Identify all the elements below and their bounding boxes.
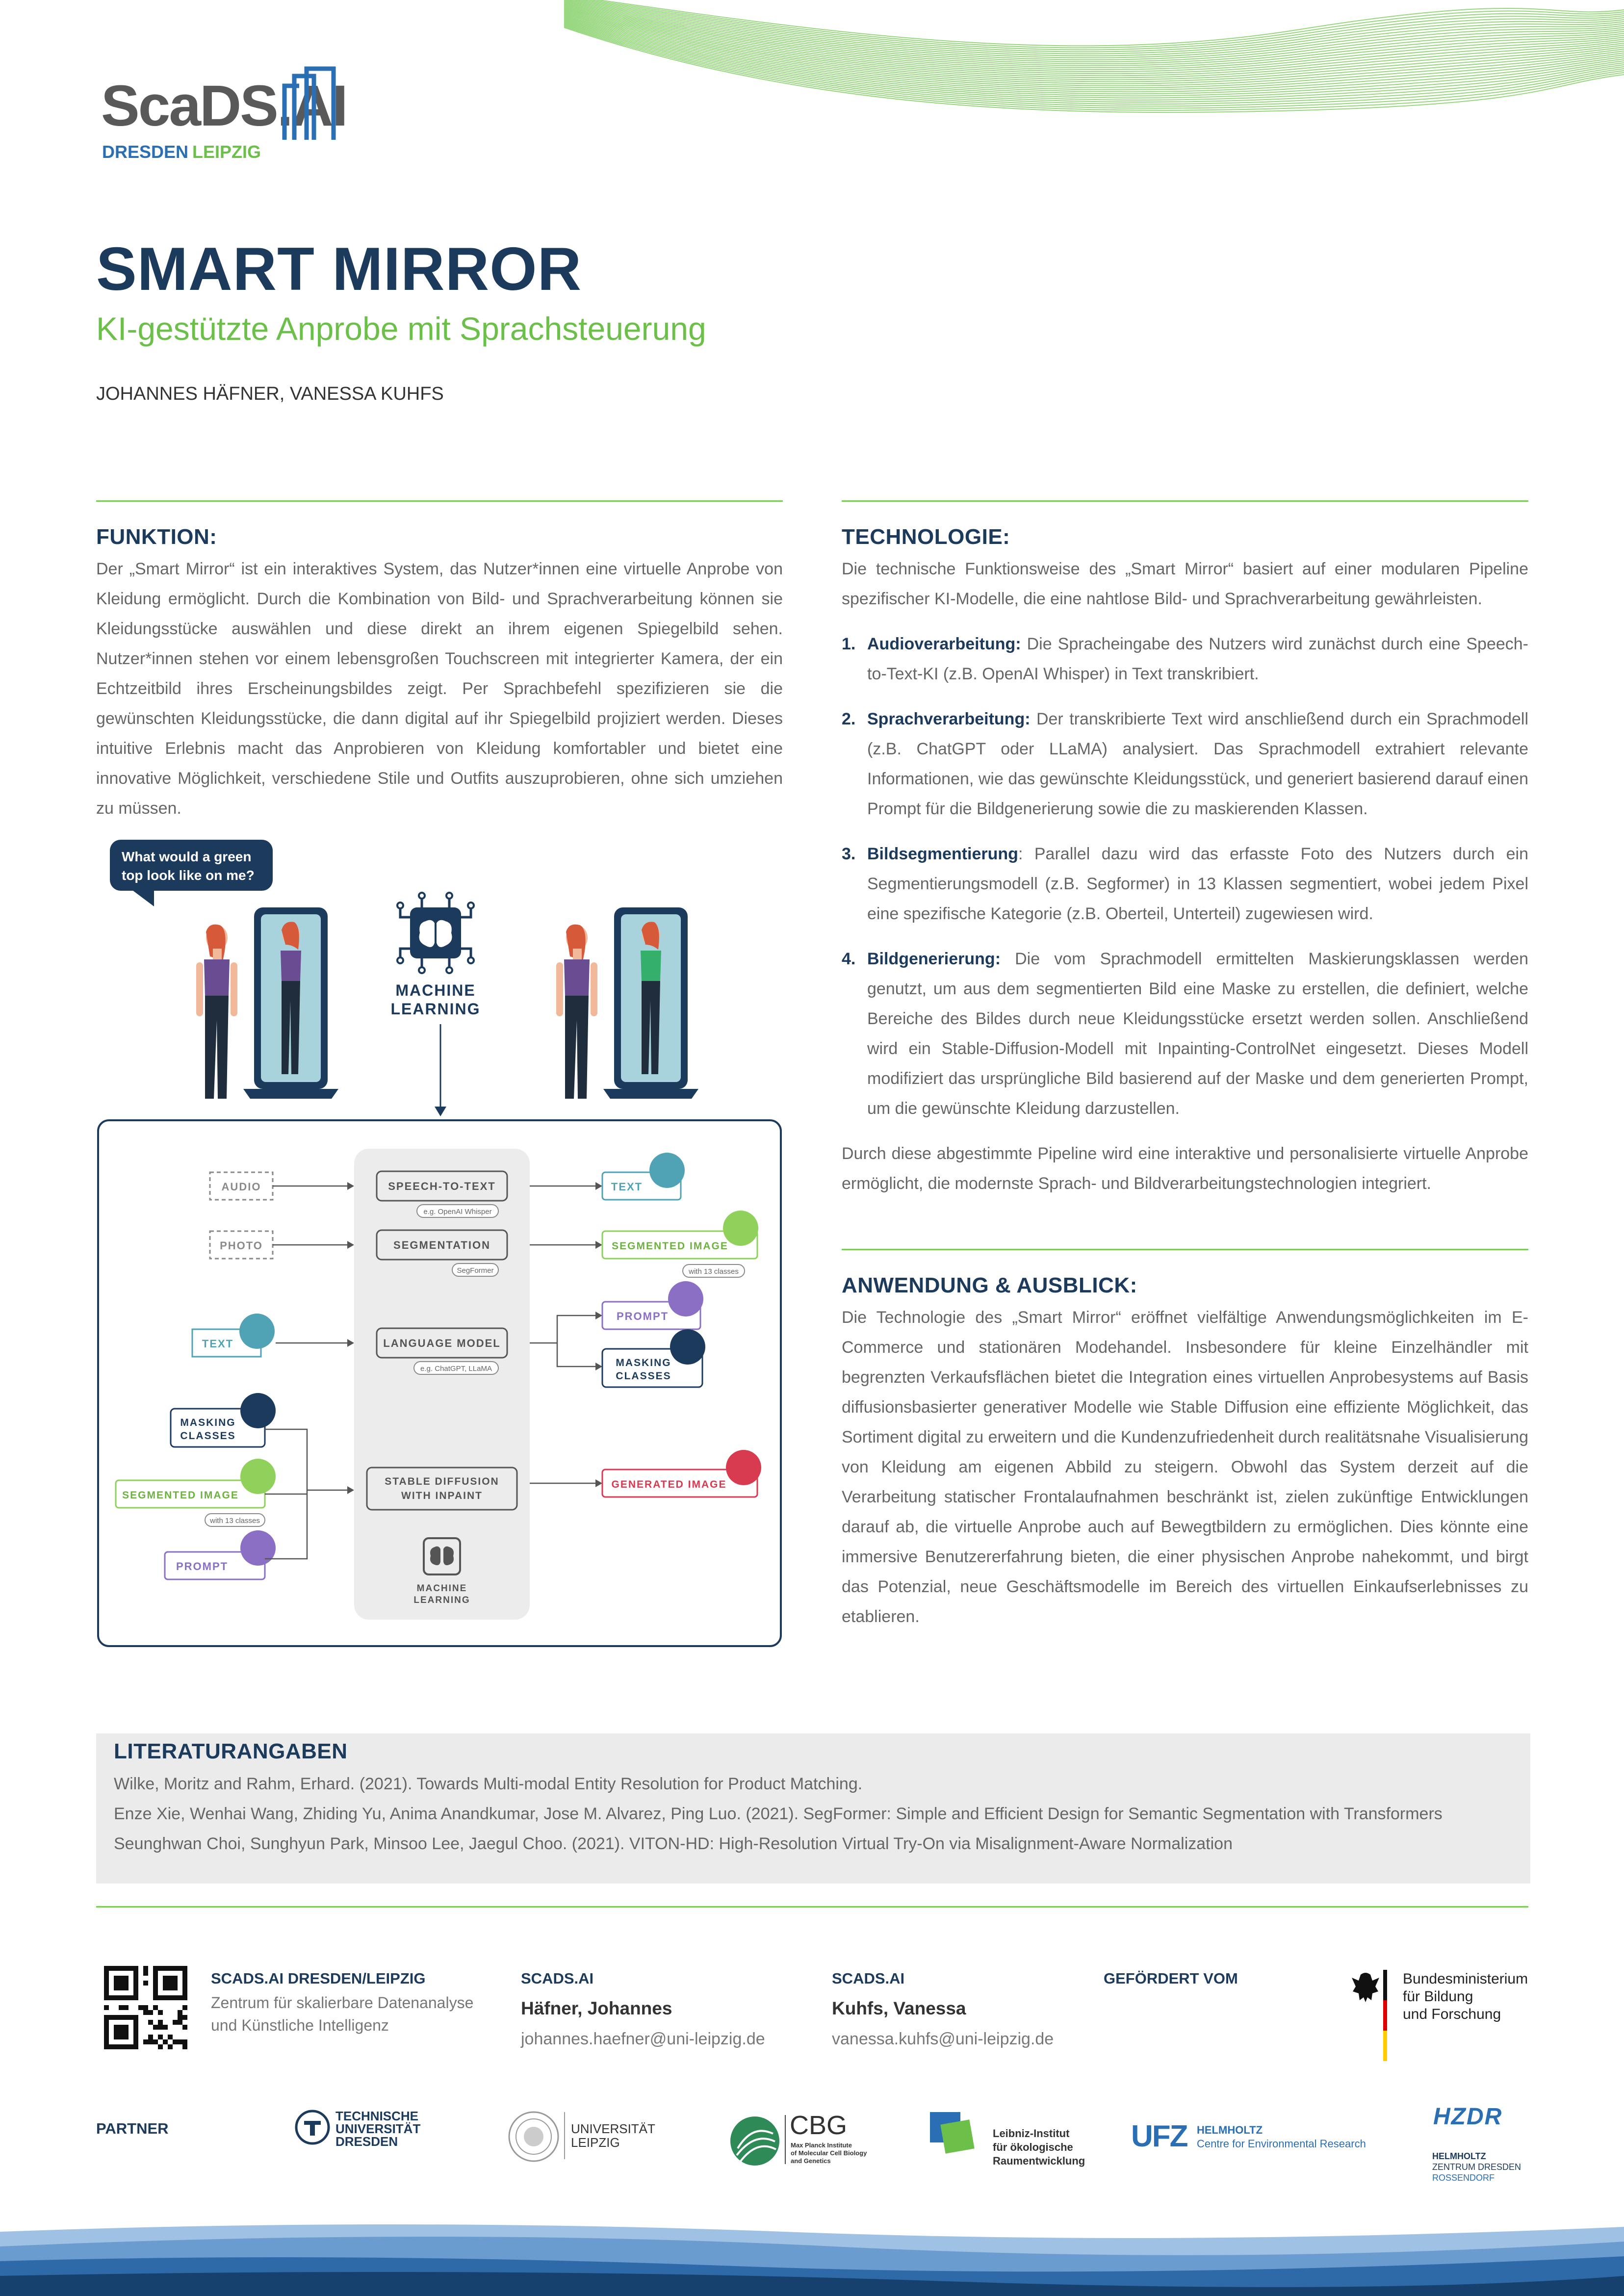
speech-bubble-line-1: What would a green [122, 849, 252, 864]
svg-text:MASKING: MASKING [180, 1417, 236, 1428]
funktion-text: Der „Smart Mirror“ ist ein interaktives System, das Nutzer*innen eine virtuelle Anprobe von Kleidung ermöglicht. Durch die Kombination von Bild- und Sprachverarbeitung können sie Kleidungsstücke auswählen und diese direkt an ihrem eigenen Spiegelbild sehen. Nutzer*innen stehen vor einem lebensgroßen Touchscreen mit integrierter Kamera, der ein Echtzeitbild ihres Erscheinungsbildes zeigt. Per Sprachbefehl spezifizieren sie die gewünschten Kleidungsstücke, die dann digital auf ihr Spiegelbild projiziert werden. Dieses intuitive Erlebnis macht das Anprobieren von Kleidung komfortabler und bietet eine innovative Möglichkeit, verschiedene Stile und Outfits auszuprobieren, ohne sich umziehen zu müssen. [96, 560, 783, 818]
anwendung-heading: ANWENDUNG & AUSBLICK: [842, 1273, 1137, 1297]
svg-text:PHOTO: PHOTO [220, 1239, 263, 1252]
cbg-divider [785, 2115, 786, 2164]
ioer-line-3: Raumentwicklung [993, 2155, 1085, 2167]
svg-text:e.g. OpenAI Whisper: e.g. OpenAI Whisper [423, 1208, 492, 1216]
literature-ref-1: Wilke, Moritz and Rahm, Erhard. (2021). Towards Multi-modal Entity Resolution for Product Matching. [114, 1775, 863, 1793]
org-heading: SCADS.AI DRESDEN/LEIPZIG [211, 1970, 426, 1987]
svg-text:SegFormer: SegFormer [457, 1266, 494, 1275]
input-audio [210, 1172, 273, 1200]
ufz-line-2: Centre for Environmental Research [1197, 2138, 1366, 2150]
logo-city-leipzig: LEIPZIG [192, 142, 261, 162]
mirror-left [243, 907, 338, 1099]
contact-2-name: Kuhfs, Vanessa [832, 1998, 966, 2018]
cbg-name: CBG [790, 2111, 848, 2140]
literature-ref-3: Seunghwan Choi, Sunghyun Park, Minsoo Lee, Jaegul Choo. (2021). VITON-HD: High-Resolution Virtual Try-On via Misalignment-Aware Normalization [114, 1834, 1233, 1853]
speech-bubble-line-2: top look like on me? [122, 868, 255, 883]
rule-footer [96, 1906, 1528, 1908]
anwendung-text: Die Technologie des „Smart Mirror“ eröffnet vielfältige Anwendungsmöglichkeiten im E-Commerce und stationären Modehandel. Insbesondere für kleine Einzelhändler mit begrenzten Verkaufsflächen bietet die Integration eines virtuellen Anprobesystems auf Basis diffusionsbasierter generativer Modelle wie Stable Diffusion eine effiziente Möglichkeit, das Sortiment digital zu erweitern und die Kundenzufriedenheit durch realitätsnahe Visualisierung von Kleidung am eigenen Abbild zu steigern. Obwohl das System derzeit auf die Verarbeitung statischer Frontalaufnahmen beschränkt ist, zielen zukünftige Entwicklungen darauf ab, die virtuelle Anprobe auch auf Bewegtbildern zu ermöglichen. Dies könnte eine immersive Benutzererfahrung bieten, die einer physischen Anprobe nahekommt, und birgt das Potenzial, neue Geschäftsmodelle im Bereich des virtuellen Einkaufserlebnisses zu etablieren. [842, 1308, 1528, 1626]
svg-text:MASKING: MASKING [616, 1357, 671, 1368]
ul-seal-icon [507, 2110, 560, 2163]
arrow-down-head [435, 1107, 446, 1116]
literature-ref-2: Enze Xie, Wenhai Wang, Zhiding Yu, Anima Anandkumar, Jose M. Alvarez, Ping Luo. (2021). SegFormer: Simple and Efficient Design for Semantic Segmentation with Transformers [114, 1805, 1443, 1823]
hzdr-line-3: ROSSENDORF [1432, 2173, 1495, 2183]
svg-text:CLASSES: CLASSES [180, 1430, 236, 1442]
svg-text:TEXT: TEXT [611, 1181, 643, 1193]
svg-text:AUDIO: AUDIO [221, 1181, 261, 1193]
contact-1-name: Häfner, Johannes [521, 1998, 672, 2018]
svg-text:with 13 classes: with 13 classes [210, 1517, 260, 1525]
svg-text:PROMPT: PROMPT [176, 1560, 229, 1573]
hzdr-logo: HZDR [1433, 2104, 1503, 2130]
tech-item-2: 2. Sprachverarbeitung: Der transkribierte Text wird anschließend durch ein Sprachmodell (z.B. ChatGPT oder LLaMA) analysiert. Das Sprachmodell extrahiert relevante Informationen, wie das gewünschte Kleidungsstück, und generiert basierend darauf einen Prompt für die Bildgenerierung sowie die zu maskierenden Klassen. [842, 710, 1528, 818]
page-title: SMART MIRROR [96, 235, 582, 303]
authors: JOHANNES HÄFNER, VANESSA KUHFS [96, 384, 444, 404]
ioer-line-1: Leibniz-Institut [993, 2127, 1070, 2140]
rule-left-top [96, 500, 783, 502]
svg-text:STABLE DIFFUSION: STABLE DIFFUSION [385, 1476, 499, 1487]
ufz-logo: UFZ [1131, 2119, 1187, 2153]
svg-text:SPEECH-TO-TEXT: SPEECH-TO-TEXT [388, 1180, 496, 1192]
bmbf-line-3: und Forschung [1403, 2006, 1501, 2022]
logo-city-dresden: DRESDEN [102, 142, 189, 162]
svg-text:CLASSES: CLASSES [616, 1370, 671, 1382]
technologie-intro: Die technische Funktionsweise des „Smart Mirror“ basiert auf einer modularen Pipeline spezifischer KI-Modelle, die eine nahtlose Bild- und Sprachverarbeitung gewährleisten. [842, 560, 1528, 608]
funded-heading: GEFÖRDERT VOM [1104, 1970, 1238, 1987]
svg-text:TEXT: TEXT [202, 1338, 234, 1350]
model-stable-diffusion [367, 1468, 517, 1510]
ul-line-2: LEIPZIG [571, 2135, 620, 2150]
org-line-2: und Künstliche Intelligenz [211, 2016, 389, 2034]
contact-1-heading: SCADS.AI [521, 1970, 594, 1987]
tud-line-3: DRESDEN [335, 2134, 398, 2149]
bmbf-line-1: Bundesministerium [1403, 1971, 1528, 1987]
tud-line-1: TECHNISCHE [335, 2109, 419, 2123]
logo-bars-icon [280, 66, 338, 140]
svg-text:GENERATED IMAGE: GENERATED IMAGE [611, 1479, 727, 1490]
contact-2-heading: SCADS.AI [832, 1970, 905, 1987]
ml-label-1: MACHINE [395, 981, 476, 999]
smart-mirror-illustration [96, 834, 783, 1118]
qr-code-icon [104, 1966, 187, 2049]
svg-text:MACHINE: MACHINE [416, 1583, 467, 1594]
technologie-outro: Durch diese abgestimmte Pipeline wird eine interaktive und personalisierte virtuelle Anprobe ermöglicht, die modernste Sprach- und Bildverarbeitungstechnologien integriert. [842, 1144, 1528, 1193]
ioer-line-2: für ökologische [993, 2141, 1073, 2153]
wave-line [564, 0, 1624, 46]
ioer-logo-icon [928, 2110, 982, 2159]
ufz-line-1: HELMHOLTZ [1197, 2124, 1263, 2136]
ul-line-1: UNIVERSITÄT [571, 2121, 655, 2136]
ul-divider [564, 2112, 565, 2159]
model-column [354, 1149, 530, 1620]
page-subtitle: KI-gestützte Anprobe mit Sprachsteuerung [96, 310, 706, 347]
pipeline-diagram [96, 1118, 783, 1648]
tud-line-2: UNIVERSITÄT [335, 2121, 421, 2136]
bmbf-line-2: für Bildung [1403, 1988, 1473, 2005]
contact-2-email[interactable]: vanessa.kuhfs@uni-leipzig.de [832, 2030, 1054, 2048]
svg-text:LANGUAGE MODEL: LANGUAGE MODEL [383, 1337, 501, 1349]
speech-bubble [110, 840, 273, 906]
svg-text:SEGMENTED IMAGE: SEGMENTED IMAGE [612, 1240, 728, 1252]
technologie-heading: TECHNOLOGIE: [842, 525, 1010, 549]
input-photo [210, 1231, 273, 1259]
svg-text:SEGMENTED IMAGE: SEGMENTED IMAGE [122, 1490, 239, 1501]
decorative-wave-lines [564, 0, 1624, 132]
bmbf-eagle-icon [1344, 1970, 1388, 2063]
tud-logo-icon [294, 2109, 331, 2145]
cbg-sub-3: and Genetics [791, 2157, 831, 2165]
cbg-sub-1: Max Planck Institute [791, 2141, 852, 2149]
mirror-right [603, 907, 698, 1099]
org-line-1: Zentrum für skalierbare Datenanalyse [211, 1994, 474, 2012]
tech-item-4: 4. Bildgenerierung: Die vom Sprachmodell ermittelten Maskierungsklassen werden genutzt, um aus dem segmentierten Bild eine Maske zu erstellen, die definiert, welche Bereiche des Bildes durch neue Kleidungsstücke ersetzt werden sollen. Anschließend wird ein Stable-Diffusion-Modell mit Inpainting-ControlNet eingesetzt. Dieses Modell modifiziert das ursprüngliche Bild basierend auf der Maske und dem generierten Prompt, um die gewünschte Kleidung darzustellen. [842, 950, 1528, 1118]
hzdr-line-1: HELMHOLTZ [1432, 2151, 1486, 2161]
tech-item-1: 1. Audioverarbeitung: Die Spracheingabe des Nutzers wird zunächst durch eine Speech-to-Text-KI (z.B. OpenAI Whisper) in Text transkribiert. [842, 635, 1528, 683]
svg-text:with 13 classes: with 13 classes [689, 1267, 739, 1276]
partner-heading: PARTNER [96, 2120, 169, 2137]
contact-1-email[interactable]: johannes.haefner@uni-leipzig.de [521, 2030, 765, 2048]
funktion-heading: FUNKTION: [96, 525, 217, 549]
rule-right-mid [842, 1249, 1528, 1250]
ml-label-2: LEARNING [390, 1000, 481, 1018]
cbg-sub-2: of Molecular Cell Biology [791, 2149, 867, 2157]
woman-figure-right [556, 925, 597, 1099]
cbg-logo-icon [728, 2114, 782, 2168]
tech-item-3: 3. Bildsegmentierung: Parallel dazu wird das erfasste Foto des Nutzers durch ein Segmentierungsmodell (z.B. Segformer) in 13 Klassen segmentiert, wobei jedem Pixel eine spezifische Kategorie (z.B. Oberteil, Unterteil) zugewiesen wird. [842, 845, 1528, 923]
scads-logo [98, 66, 347, 164]
svg-text:WITH INPAINT: WITH INPAINT [401, 1490, 483, 1501]
machine-learning-icon [390, 893, 480, 1018]
svg-text:PROMPT: PROMPT [616, 1310, 669, 1322]
rule-right-top [842, 500, 1528, 502]
svg-text:SEGMENTATION: SEGMENTATION [393, 1239, 490, 1251]
svg-text:e.g. ChatGPT, LLaMA: e.g. ChatGPT, LLaMA [420, 1365, 492, 1373]
literature-heading: LITERATURANGABEN [114, 1739, 348, 1763]
logo-wordmark: ScaDS.AI [101, 74, 347, 138]
bottom-wave-band [0, 2197, 1624, 2296]
svg-text:LEARNING: LEARNING [413, 1595, 470, 1605]
woman-figure-left [196, 925, 237, 1099]
hzdr-line-2: ZENTRUM DRESDEN [1432, 2162, 1521, 2172]
